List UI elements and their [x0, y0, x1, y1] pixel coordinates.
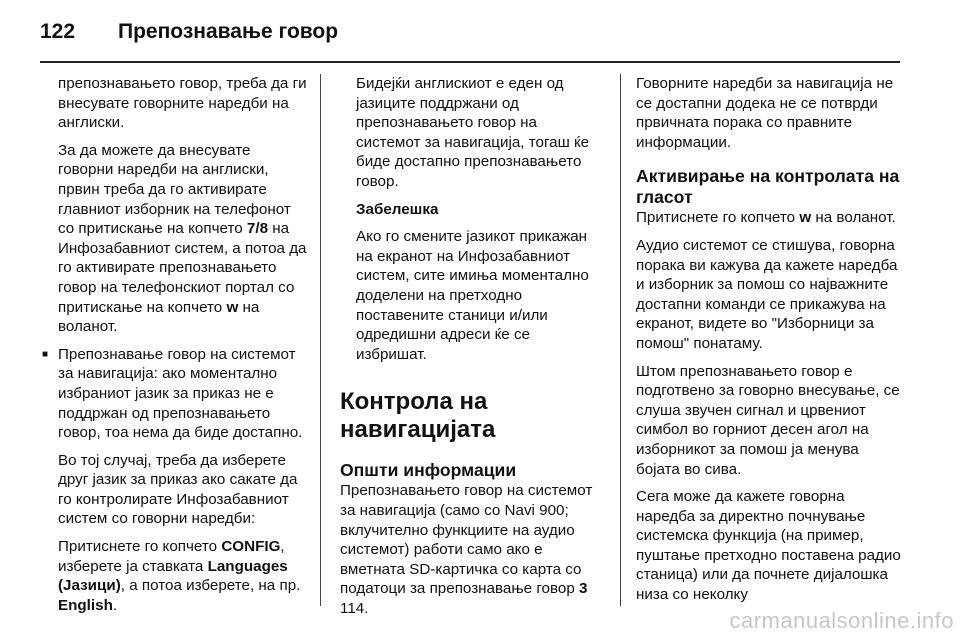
col1-paragraph-2: За да можете да внесувате говорни наредби на англиски, првин треба да го активирате главниот изборник на телефонот со притискање на копчето 7/8 на Инфозабавниот систем, а потоа да го активирате препознавањето говор на телефонскиот портал со притискање на копчето w на воланот.: [58, 141, 307, 336]
english-option-label: English: [58, 596, 113, 614]
subsection-heading: Општи информации: [340, 460, 517, 481]
column-2: [340, 74, 602, 626]
watermark: carmanualsonline.info: [729, 608, 954, 633]
column-divider-2: [620, 74, 621, 606]
col3-paragraph-3: Аудио системот се стишува, говорна порака ви кажува да кажете наредба и изборник за помош со најважните достапни команди се прикажува на екранот, видете во "Изборници за помош" понатаму.: [636, 236, 898, 352]
page-header: [0, 0, 960, 60]
col3-paragraph-1: Говорните наредби за навигација не се достапни додека не се потврди првичната порака со правните информации.: [636, 75, 894, 151]
col1-paragraph-1: препознавањето говор, треба да ги внесувате говорните наредби на англиски.: [58, 75, 307, 132]
column-1: [58, 74, 308, 623]
col1-paragraph-4: Притиснете го копчето CONFIG, изберете ја ставката Languages (Јазици), а потоа изберете, на пр. English.: [58, 538, 301, 614]
column-divider-1: [320, 74, 321, 606]
col1-paragraph-3: Во тој случај, треба да изберете друг јазик за приказ ако сакате да го контролирате Инфозабавниот систем со говорни наредби:: [58, 451, 298, 528]
phone-button-icon: 7/8: [246, 220, 269, 238]
header-rule: [40, 61, 900, 63]
col2-paragraph-1: Бидејќи англискиот е еден од јазиците поддржани од препознавањето говор на системот за навигација, тогаш ќе биде достапно препознавањето говор.: [356, 75, 590, 190]
col3-paragraph-4: Штом препознавањето говор е подготвено за говорно внесување, се слуша звучен сигнал и црвениот симбол во горниот десен агол на изборникот за помош ја менува бојата во сива.: [636, 362, 900, 478]
col2-paragraph-2: Препознавањето говор на системот за навигација (само со Navi 900; вклучително функциите на аудио системот) работи само ако е вметната SD-картичка со карта со податоци за препознавање говор 3 114.: [340, 482, 593, 617]
languages-item-label: Languages (Јазици): [58, 557, 288, 595]
config-button-label: CONFIG: [221, 538, 281, 556]
page-number: 122: [40, 20, 76, 43]
steering-voice-button-icon: w: [226, 298, 239, 316]
section-heading: Контрола на навигацијата: [340, 388, 496, 444]
steering-voice-button-icon-2: w: [799, 209, 812, 227]
col1-bullet: ■ Препознавање говор на системот за навигација: ако моментално избраниот јазик за приказ не е поддржан од препознавањето говор, тоа нема да биде достапно.: [42, 345, 308, 443]
subsection-heading-voice: Активирање на контролата на гласот: [636, 166, 900, 208]
note-title: Забелешка: [356, 200, 439, 218]
column-3: [636, 74, 902, 613]
note-body: Ако го смените јазикот прикажан на екранот на Инфозабавниот систем, сите имиња моментално доделени на претходно поставените станици и/или одредишни адреси ќе се избришат.: [356, 228, 589, 363]
col3-paragraph-2: Притиснете го копчето w на воланот.: [636, 209, 896, 227]
col3-paragraph-5: Сега може да кажете говорна наредба за директно почнување системска функција (на пример, пуштање претходно поставена радио станица) или да почнете дијалошка низа со неколку: [636, 488, 901, 604]
page-title: Препознавање говор: [118, 20, 339, 43]
page-ref-arrow-icon: 3: [579, 580, 588, 598]
